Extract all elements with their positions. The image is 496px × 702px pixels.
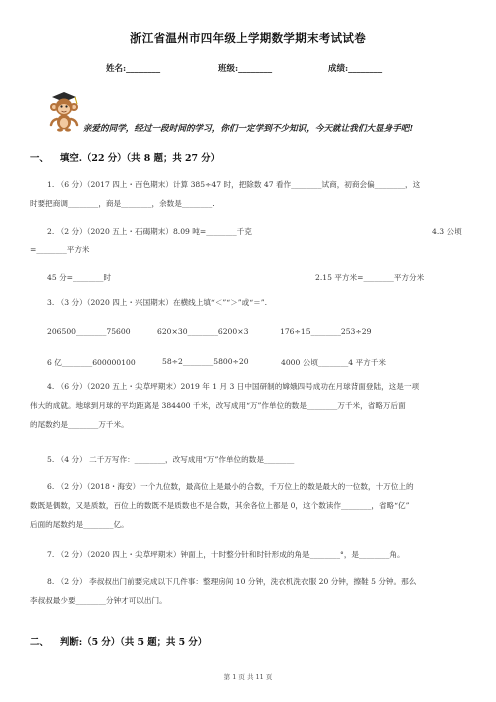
question-8-line-1: 8. （2 分） 李叔叔出门前要完成以下几件事：整理房间 10 分钟，洗衣机洗衣服 20 分钟，擦鞋 5 分钟。那么 — [47, 577, 417, 586]
question-1-line-1: 1. （6 分）（2017 四上・百色期末）计算 385÷47 时，把除数 47 看作________试商，初商会偏________，这 — [47, 180, 421, 189]
question-2-line-3-left: 45 分=________时 — [47, 273, 112, 282]
question-4-line-2: 伟大的成就。地球到月球的平均距离是 384400 千米，改写成用“万”作单位的数是________万千米，省略万后面 — [30, 401, 406, 410]
question-4-line-3: 的尾数约是________万千米。 — [30, 420, 129, 429]
question-6-line-3: 后面的尾数约是________亿。 — [30, 520, 129, 529]
question-4-line-1: 4. （6 分）（2020 五上・尖草坪期末）2019 年 1 月 3 日中国研制的嫦娥四号成功在月球背面登陆，这是一项 — [47, 382, 420, 391]
question-4 — [30, 377, 470, 434]
question-6-line-2: 数既是偶数，又是质数，百位上的数既不是质数也不是合数，其余各位上都是 0，这个数读作________，省略“亿” — [30, 501, 410, 510]
score-field: 成绩:________ — [328, 64, 383, 74]
question-3-row-1-item-3: 176÷15________253÷29 — [280, 327, 372, 336]
question-8-line-2: 李叔叔最少要________分钟才可以出门。 — [30, 596, 167, 605]
class-field: 班级:________ — [218, 64, 273, 74]
question-1-line-2: 时要把商调________，商是________，余数是________. — [30, 199, 215, 208]
question-3-row-2-item-1: 6 亿________600000100 — [47, 358, 136, 367]
question-7-line-1: 7. （2 分）（2020 四上・尖草坪期末）钟面上，十时整分针和时针形成的角是________°，是________角。 — [47, 550, 405, 559]
question-2-line-1: 2. （2 分）（2020 五上・石碣期末）8.09 吨=________千克 — [47, 227, 252, 236]
question-3-row-2-item-3: 4000 公顷________4 平方千米 — [281, 358, 386, 367]
question-5-line-1: 5. （4 分） 二千万写作：________，改写成用“万”作单位的数是________ — [47, 455, 295, 464]
question-3-row-2-item-2: 58÷2________5800÷20 — [162, 357, 249, 366]
question-2-line-1-right: 4.3 公顷 — [432, 227, 462, 236]
question-3-row-1-item-1: 206500________75600 — [47, 327, 131, 336]
question-2-line-3-right: 2.15 平方米=________平方分米 — [315, 273, 425, 282]
section-2-title: 判断:（5 分）（共 5 题；共 5 分） — [60, 637, 208, 648]
section-2-number: 二、 — [30, 637, 49, 648]
exam-title: 浙江省温州市四年级上学期数学期末考试试卷 — [130, 31, 366, 45]
question-3-line-1: 3. （3 分）（2020 四上・兴国期末）在横线上填“＜”“＞”或“＝”. — [47, 298, 268, 307]
section-1-number: 一、 — [30, 153, 49, 164]
question-6 — [30, 477, 470, 534]
section-1-heading — [30, 150, 220, 164]
section-2-heading — [30, 634, 207, 648]
page-footer: 第 1 页 共 11 页 — [223, 673, 273, 681]
intro-message: 亲爱的同学，经过一段时间的学习，你们一定学到不少知识，今天就让我们大显身手吧! — [82, 124, 414, 134]
question-6-line-1: 6. （2 分）（2018・海安）一个九位数，最高位上是最小的合数，千万位上的数是最大的一位数，十万位上的 — [47, 482, 414, 491]
question-8 — [30, 572, 470, 610]
question-3-row-1-item-2: 620×30________6200×3 — [157, 327, 249, 336]
section-1-title: 填空.（22 分）（共 8 题；共 27 分） — [60, 153, 221, 164]
question-2-line-2: =________平方米 — [30, 245, 90, 254]
question-1 — [30, 175, 470, 213]
name-field: 姓名:________ — [106, 64, 161, 74]
